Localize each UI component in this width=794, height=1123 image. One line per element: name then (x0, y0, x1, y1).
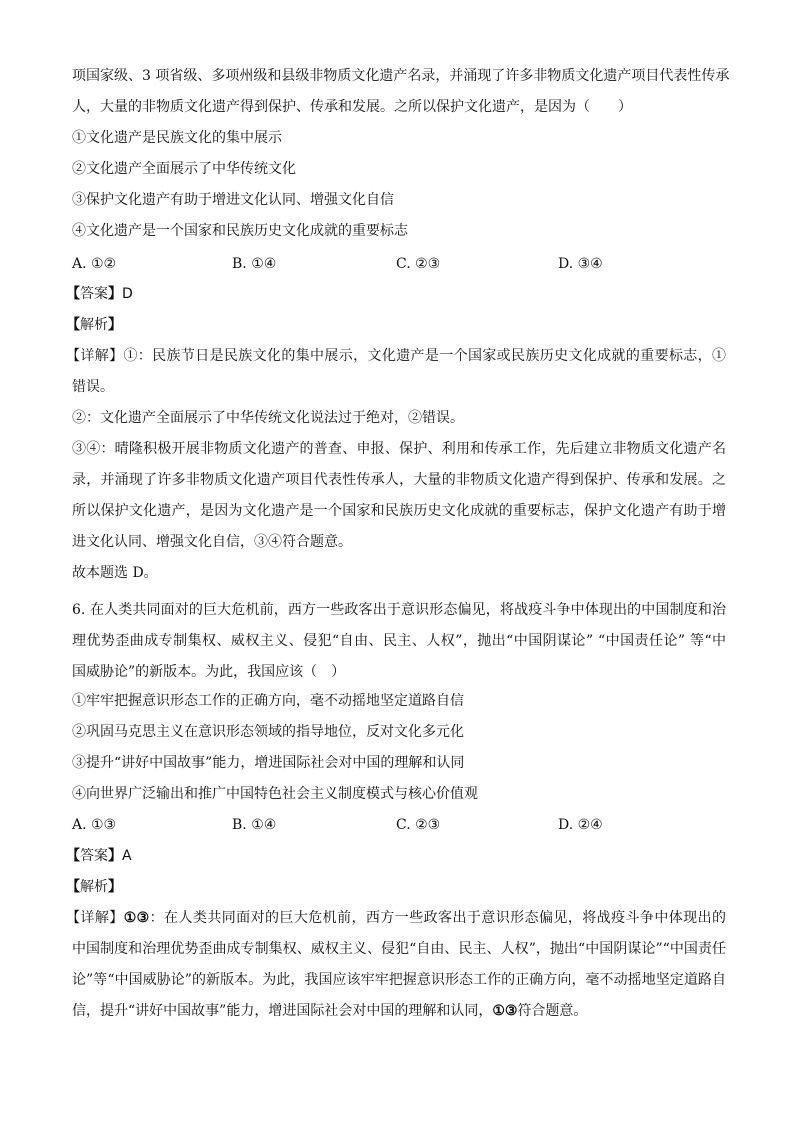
q6-detail-line-2: 中国制度和治理优势歪曲成专制集权、威权主义、侵犯“自由、民主、人权”，抛出“中国阴谋论”“中国责任 (72, 941, 726, 957)
q5-answer: 【答案】D (66, 286, 133, 302)
q5-statement-4: ④文化遗产是一个国家和民族历史文化成就的重要标志 (72, 223, 408, 239)
q5-detail-line-1: 【详解】①：民族节日是民族文化的集中展示，文化遗产是一个国家或民族历史文化成就的重要标志，① (66, 348, 727, 364)
q6-detail-text-1: ：在人类共同面对的巨大危机前，西方一些政客出于意识形态偏见，将战疫斗争中体现出的 (149, 910, 727, 926)
q6-analysis-label: 解析 (80, 879, 108, 895)
q6-detail-line-1: 【详解】①③：在人类共同面对的巨大危机前，西方一些政客出于意识形态偏见，将战疫斗争中体现出的 (66, 910, 727, 926)
q6-detail-bold-choice: ①③ (123, 910, 150, 926)
q5-option-a: A. ①② (72, 256, 117, 272)
q5-detail-line-2: 错误。 (72, 379, 114, 395)
q5-detail-label: 详解 (80, 348, 110, 364)
q5-detail-line-4: ③④：晴隆积极开展非物质文化遗产的普查、申报、保护、利用和传承工作，先后建立非物质文化遗产名 (72, 441, 726, 457)
q6-stem-line-1: 6. 在人类共同面对的巨大危机前，西方一些政客出于意识形态偏见，将战疫斗争中体现出的中国制度和治 (72, 602, 726, 618)
q6-option-b: B. ①④ (232, 817, 277, 833)
q5-stem-line-1: 项国家级、3 项省级、多项州级和县级非物质文化遗产名录，并涌现了许多非物质文化遗产项目代表性传承 (72, 68, 730, 84)
q5-statement-2: ②文化遗产全面展示了中华传统文化 (72, 161, 296, 177)
q5-option-d: D. ③④ (558, 256, 603, 272)
q5-analysis-heading: 【解析】 (66, 317, 122, 333)
q5-detail-line-5: 录，并涌现了许多非物质文化遗产项目代表性传承人，大量的非物质文化遗产得到保护、传承和发展。之 (72, 472, 726, 488)
q5-detail-text-1: ①：民族节日是民族文化的集中展示，文化遗产是一个国家或民族历史文化成就的重要标志，① (123, 348, 727, 364)
q5-answer-value: D (122, 286, 133, 302)
q6-option-a: A. ①③ (72, 817, 117, 833)
q6-option-c: C. ②③ (396, 817, 441, 833)
q6-statement-2: ②巩固马克思主义在意识形态领域的指导地位，反对文化多元化 (72, 724, 464, 740)
q6-statement-1: ①牢牢把握意识形态工作的正确方向，毫不动摇地坚定道路自信 (72, 693, 464, 709)
q6-option-d: D. ②④ (558, 817, 603, 833)
q5-detail-line-7: 进文化认同、增强文化自信，③④符合题意。 (72, 534, 352, 550)
q5-conclusion: 故本题选 D。 (72, 565, 158, 581)
q6-statement-3: ③提升“讲好中国故事”能力，增进国际社会对中国的理解和认同 (72, 755, 465, 771)
q6-answer: 【答案】A (66, 848, 132, 864)
q5-analysis-label: 解析 (80, 317, 108, 333)
q5-option-b: B. ①④ (232, 256, 277, 272)
q5-statement-1: ①文化遗产是民族文化的集中展示 (72, 130, 282, 146)
q6-detail-line-3: 论”等“中国威胁论”的新版本。为此，我国应该牢牢把握意识形态工作的正确方向，毫不动摇地坚定道路自 (72, 972, 726, 988)
q6-answer-label: 答案 (80, 848, 108, 864)
q6-answer-value: A (122, 848, 132, 864)
q6-detail-last-bold: ①③ (492, 1003, 518, 1019)
q6-detail-last-pre: 信，提升“讲好中国故事”能力，增进国际社会对中国的理解和认同， (72, 1003, 493, 1019)
q6-stem-line-2: 理优势歪曲成专制集权、威权主义、侵犯“自由、民主、人权”，抛出“中国阴谋论” “中国责任论” 等“中 (72, 633, 726, 649)
q5-stem-line-2: 人，大量的非物质文化遗产得到保护、传承和发展。之所以保护文化遗产，是因为（ ） (72, 99, 632, 115)
q6-statement-4: ④向世界广泛输出和推广中国特色社会主义制度模式与核心价值观 (72, 786, 478, 802)
q6-stem-line-3: 国威胁论”的新版本。为此，我国应该（ ） (72, 664, 346, 680)
q5-statement-3: ③保护文化遗产有助于增进文化认同、增强文化自信 (72, 192, 394, 208)
q6-detail-line-4 (72, 1001, 726, 1021)
q6-detail-label: 详解 (80, 910, 110, 926)
q5-option-c: C. ②③ (396, 256, 441, 272)
q6-analysis-heading: 【解析】 (66, 879, 122, 895)
q5-detail-line-6: 所以保护文化遗产，是因为文化遗产是一个国家和民族历史文化成就的重要标志，保护文化遗产有助于增 (72, 503, 726, 519)
q6-detail-last-post: 符合题意。 (517, 1003, 588, 1019)
q5-detail-line-3: ②：文化遗产全面展示了中华传统文化说法过于绝对，②错误。 (72, 410, 464, 426)
q5-answer-label: 答案 (80, 286, 108, 302)
